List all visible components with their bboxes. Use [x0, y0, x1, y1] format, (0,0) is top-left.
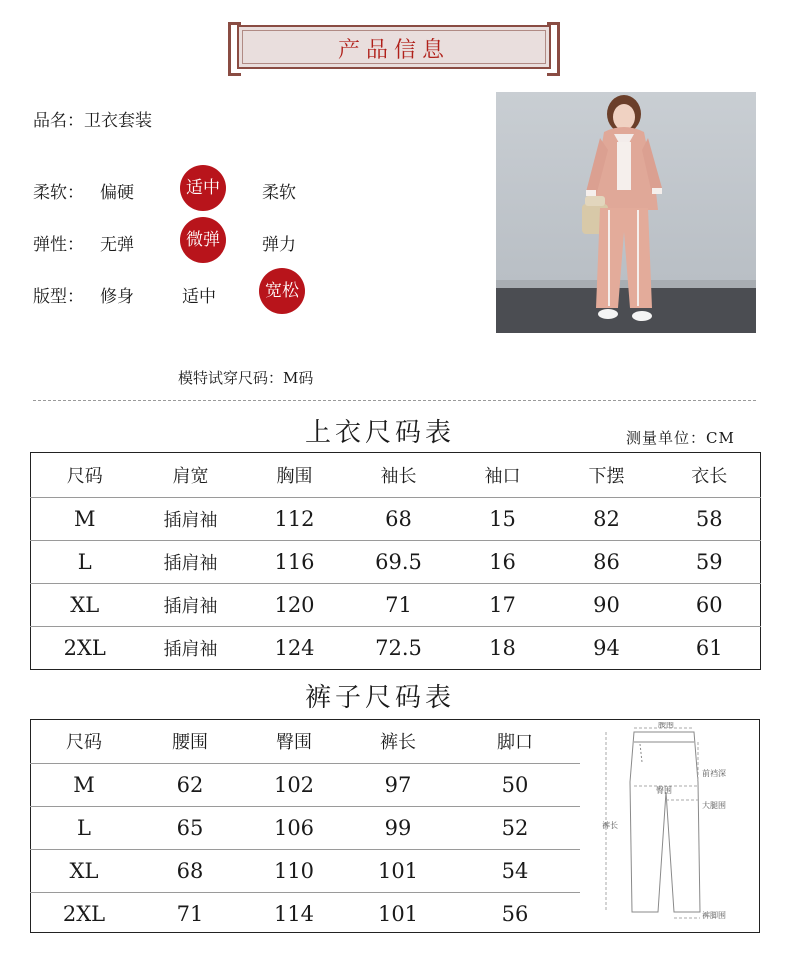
- table-cell: 68: [138, 850, 242, 893]
- table-row: [30, 893, 580, 936]
- top-table-title: 上衣尺码表: [305, 418, 456, 448]
- attr-softness-selected: 适中: [180, 165, 226, 211]
- section-banner: [237, 25, 551, 69]
- table-cell: M: [31, 498, 139, 541]
- table-cell: 61: [695, 636, 723, 660]
- table-cell: 50: [450, 764, 580, 807]
- header-cell: 臀围: [242, 719, 346, 764]
- model-size-note: 模特试穿尺码：M码: [178, 369, 314, 387]
- table-cell: 17: [451, 584, 555, 627]
- table-cell: 16: [451, 541, 555, 584]
- table-cell: 82: [555, 498, 659, 541]
- attr-softness-option: 偏硬: [100, 183, 134, 203]
- attr-fit-selected: 宽松: [259, 268, 305, 314]
- header-cell: 袖长: [347, 453, 451, 498]
- attr-softness-option: 柔软: [262, 183, 296, 203]
- table-cell: 90: [555, 584, 659, 627]
- divider: [33, 400, 756, 401]
- table-cell: 2XL: [63, 636, 106, 660]
- table-cell: 97: [346, 764, 450, 807]
- table-cell: 插肩袖: [139, 584, 243, 627]
- header-cell: 下摆: [555, 453, 659, 498]
- table-cell: 94: [593, 636, 620, 660]
- table-cell: XL: [31, 584, 139, 627]
- table-cell: 112: [243, 498, 347, 541]
- table-cell: 120: [243, 584, 347, 627]
- table-cell: 插肩袖: [139, 498, 243, 541]
- product-name-label: 品名：: [33, 111, 84, 131]
- table-cell: M: [30, 764, 138, 807]
- header-cell: 裤长: [346, 719, 450, 764]
- label-hem: 裤脚围: [702, 911, 726, 920]
- table-cell: 72.5: [375, 636, 422, 660]
- table-cell: 15: [451, 498, 555, 541]
- table-row: [31, 627, 761, 670]
- header-cell: 胸围: [243, 453, 347, 498]
- product-name-value: 卫衣套装: [84, 111, 152, 131]
- pants-outline-illustration: [594, 722, 754, 927]
- header-cell: 尺码: [31, 453, 139, 498]
- table-cell: 插肩袖: [163, 639, 218, 660]
- measure-unit: 测量单位：CM: [626, 429, 735, 447]
- table-cell: 18: [489, 636, 516, 660]
- table-cell: L: [30, 807, 138, 850]
- header-cell: 衣长: [659, 453, 761, 498]
- label-rise: 前裆深: [702, 769, 726, 778]
- table-cell: 65: [138, 807, 242, 850]
- table-cell: 101: [377, 902, 419, 926]
- header-cell: 尺码: [30, 719, 138, 764]
- table-cell: 106: [242, 807, 346, 850]
- attr-fit-label: 版型：: [33, 287, 84, 307]
- table-cell: 110: [242, 850, 346, 893]
- table-row: [30, 807, 580, 850]
- table-cell: 116: [243, 541, 347, 584]
- table-cell: 54: [450, 850, 580, 893]
- attr-softness-label: 柔软：: [33, 183, 84, 203]
- table-cell: 71: [176, 902, 204, 926]
- table-cell: 59: [659, 541, 761, 584]
- table-cell: 71: [347, 584, 451, 627]
- table-row: [31, 498, 761, 541]
- attr-elasticity-selected: 微弹: [180, 217, 226, 263]
- table-row: [30, 764, 580, 807]
- table-cell: 124: [274, 636, 315, 660]
- attr-elasticity-label: 弹性：: [33, 235, 84, 255]
- label-waist: 腰围: [658, 722, 674, 729]
- top-size-table: [30, 452, 761, 670]
- product-name: [33, 106, 152, 131]
- table-cell: 62: [138, 764, 242, 807]
- table-cell: L: [31, 541, 139, 584]
- table-cell: 60: [659, 584, 761, 627]
- table-cell: 86: [555, 541, 659, 584]
- table-cell: 2XL: [62, 902, 106, 926]
- label-length: 裤长: [602, 821, 618, 830]
- table-cell: 52: [450, 807, 580, 850]
- label-hip: 臀围: [656, 786, 672, 795]
- table-cell: XL: [30, 850, 138, 893]
- table-cell: 102: [242, 764, 346, 807]
- pants-size-table: [30, 719, 580, 935]
- table-cell: 99: [346, 807, 450, 850]
- banner-title: 产品信息: [337, 38, 450, 63]
- table-cell: 56: [501, 902, 529, 926]
- table-cell: 插肩袖: [139, 541, 243, 584]
- table-header-row: [30, 719, 580, 764]
- pants-diagram: [594, 722, 754, 927]
- header-cell: 脚口: [450, 719, 580, 764]
- attr-elasticity-option: 弹力: [262, 235, 296, 255]
- table-cell: 114: [273, 902, 315, 926]
- model-illustration: [496, 92, 756, 333]
- table-row: [31, 541, 761, 584]
- table-row: [30, 850, 580, 893]
- table-row: [31, 584, 761, 627]
- attr-fit-option: 适中: [182, 287, 216, 307]
- label-thigh: 大腿围: [702, 801, 726, 810]
- model-photo: [496, 92, 756, 333]
- table-cell: 69.5: [347, 541, 451, 584]
- header-cell: 肩宽: [139, 453, 243, 498]
- header-cell: 袖口: [451, 453, 555, 498]
- table-cell: 101: [346, 850, 450, 893]
- table-cell: 58: [659, 498, 761, 541]
- header-cell: 腰围: [138, 719, 242, 764]
- table-header-row: [31, 453, 761, 498]
- attr-elasticity-option: 无弹: [100, 235, 134, 255]
- table-cell: 68: [347, 498, 451, 541]
- pants-table-title: 裤子尺码表: [305, 683, 456, 713]
- attr-fit-option: 修身: [100, 287, 134, 307]
